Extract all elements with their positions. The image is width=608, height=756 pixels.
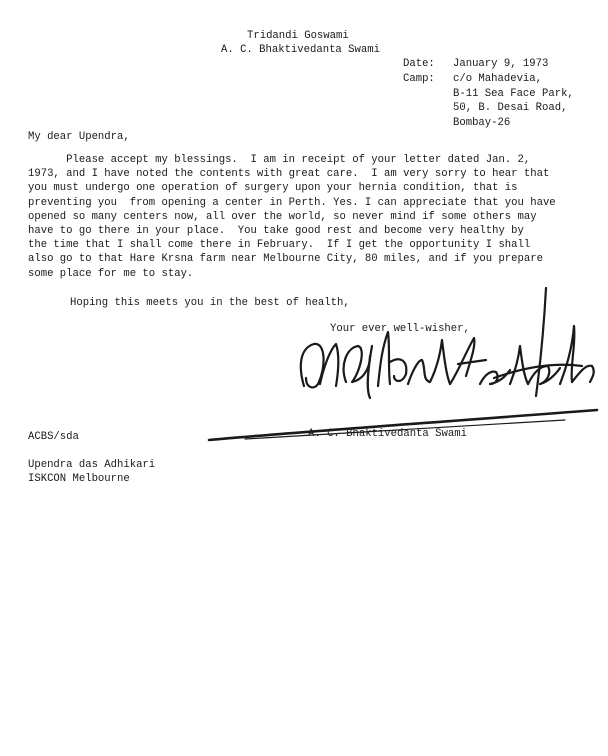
camp-label: Camp: [403, 73, 435, 85]
signature-name: A. C. Bhaktivedanta Swami [308, 428, 467, 440]
camp-line: 50, B. Desai Road, [453, 102, 568, 114]
body-line: preventing you from opening a center in Perth. Yes. I can appreciate that you have [28, 196, 556, 209]
body-line: have to go there in your place. You take good rest and become very healthy by [28, 224, 524, 237]
recipient-name: Upendra das Adhikari [28, 459, 156, 471]
valediction: Your ever well-wisher, [330, 323, 470, 335]
date-value: January 9, 1973 [453, 58, 549, 70]
letterhead-title: Tridandi Goswami [247, 30, 349, 42]
body-line: 1973, and I have noted the contents with great care. I am very sorry to hear that [28, 168, 550, 181]
recipient-org: ISKCON Melbourne [28, 473, 130, 485]
date-label: Date: [403, 58, 435, 70]
body-line: the time that I shall come there in February. If I get the opportunity I shall [28, 239, 531, 252]
letterhead-name: A. C. Bhaktivedanta Swami [221, 44, 380, 56]
body-line: also go to that Hare Krsna farm near Melbourne City, 80 miles, and if you prepare [28, 253, 543, 266]
body-line: Please accept my blessings. I am in receipt of your letter dated Jan. 2, [28, 154, 531, 166]
body-line: some place for me to stay. [28, 267, 194, 280]
body-line: you must undergo one operation of surgery upon your hernia condition, that is [28, 182, 518, 195]
signature-flourish [205, 408, 600, 444]
camp-line: B-11 Sea Face Park, [453, 88, 574, 100]
body-line: opened so many centers now, all over the world, so never mind if some others may [28, 210, 537, 223]
camp-line: c/o Mahadevia, [453, 73, 543, 85]
reference-initials: ACBS/sda [28, 431, 79, 443]
salutation: My dear Upendra, [28, 131, 130, 143]
letter-body [28, 154, 598, 282]
camp-line: Bombay-26 [453, 117, 511, 129]
closing: Hoping this meets you in the best of health, [70, 297, 350, 309]
